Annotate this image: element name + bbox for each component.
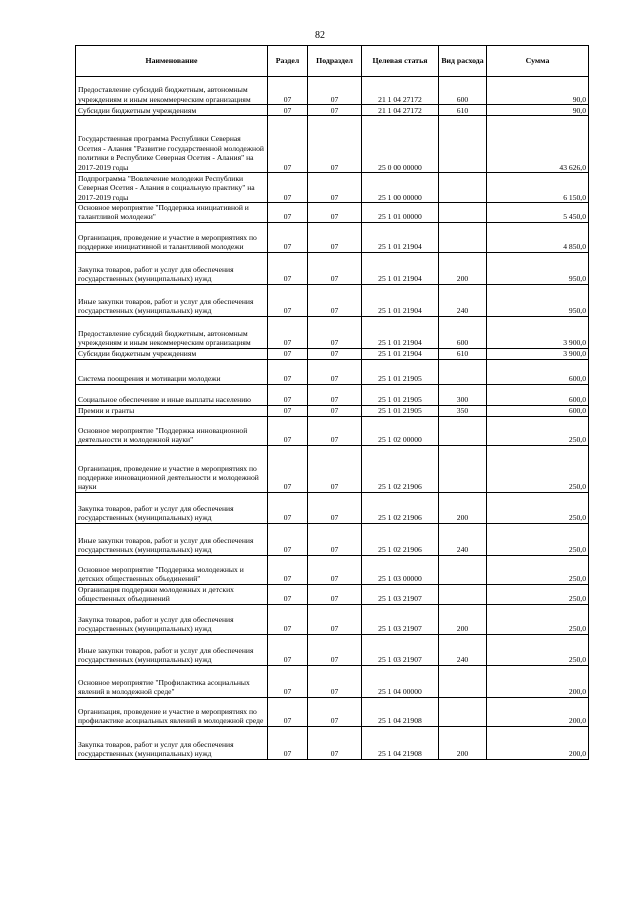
cell-kind [439, 359, 487, 384]
cell-section: 07 [268, 116, 308, 173]
cell-target: 25 1 04 21908 [362, 726, 439, 759]
cell-subsection: 07 [308, 284, 362, 316]
cell-sum: 250,0 [487, 445, 589, 492]
cell-subsection: 07 [308, 492, 362, 523]
cell-kind [439, 445, 487, 492]
table-row [76, 523, 589, 555]
cell-kind: 610 [439, 348, 487, 359]
cell-kind: 200 [439, 252, 487, 284]
cell-target: 25 1 01 21904 [362, 348, 439, 359]
cell-name: Организация, проведение и участие в мероприятиях по поддержке инновационной деятельности и молодежной науки [76, 445, 268, 492]
cell-target: 21 1 04 27172 [362, 105, 439, 116]
table-row [76, 445, 589, 492]
cell-section: 07 [268, 634, 308, 665]
cell-name: Премии и гранты [76, 405, 268, 416]
header-sum: Сумма [487, 46, 589, 77]
cell-section: 07 [268, 105, 308, 116]
cell-name: Субсидии бюджетным учреждениям [76, 105, 268, 116]
cell-kind: 600 [439, 316, 487, 348]
cell-sum: 200,0 [487, 726, 589, 759]
cell-sum: 600,0 [487, 405, 589, 416]
cell-name: Иные закупки товаров, работ и услуг для обеспечения государственных (муниципальных) нужд [76, 634, 268, 665]
header-subsection: Подраздел [308, 46, 362, 77]
cell-section: 07 [268, 697, 308, 726]
cell-subsection: 07 [308, 222, 362, 252]
cell-sum: 250,0 [487, 555, 589, 584]
cell-sum: 43 626,0 [487, 116, 589, 173]
cell-target: 25 1 04 00000 [362, 665, 439, 697]
cell-subsection: 07 [308, 116, 362, 173]
cell-kind [439, 116, 487, 173]
cell-kind: 610 [439, 105, 487, 116]
table-row [76, 252, 589, 284]
cell-section: 07 [268, 173, 308, 203]
cell-sum: 950,0 [487, 252, 589, 284]
cell-name: Основное мероприятие "Поддержка инициативной и талантливой молодежи" [76, 203, 268, 223]
cell-target: 25 1 03 21907 [362, 584, 439, 604]
header-kind: Вид расхода [439, 46, 487, 77]
cell-subsection: 07 [308, 173, 362, 203]
table-row [76, 105, 589, 116]
cell-sum: 250,0 [487, 634, 589, 665]
cell-target: 25 1 00 00000 [362, 173, 439, 203]
cell-name: Субсидии бюджетным учреждениям [76, 348, 268, 359]
cell-kind: 200 [439, 604, 487, 634]
cell-section: 07 [268, 665, 308, 697]
cell-section: 07 [268, 726, 308, 759]
cell-sum: 90,0 [487, 77, 589, 105]
cell-kind: 200 [439, 726, 487, 759]
cell-sum: 200,0 [487, 697, 589, 726]
cell-section: 07 [268, 252, 308, 284]
cell-name: Иные закупки товаров, работ и услуг для обеспечения государственных (муниципальных) нужд [76, 523, 268, 555]
cell-section: 07 [268, 316, 308, 348]
cell-target: 25 1 01 21904 [362, 222, 439, 252]
cell-kind [439, 416, 487, 445]
header-name: Наименование [76, 46, 268, 77]
cell-name: Закупка товаров, работ и услуг для обеспечения государственных (муниципальных) нужд [76, 604, 268, 634]
cell-kind: 240 [439, 284, 487, 316]
cell-name: Подпрограмма "Вовлечение молодежи Республики Северная Осетия - Алания в социальную практику" на 2017-2019 годы [76, 173, 268, 203]
table-row [76, 284, 589, 316]
cell-target: 25 1 01 21904 [362, 252, 439, 284]
cell-subsection: 07 [308, 665, 362, 697]
cell-section: 07 [268, 203, 308, 223]
cell-subsection: 07 [308, 384, 362, 405]
cell-section: 07 [268, 523, 308, 555]
cell-kind: 300 [439, 384, 487, 405]
table-row [76, 316, 589, 348]
page-number: 82 [315, 30, 325, 41]
cell-kind: 600 [439, 77, 487, 105]
table-row [76, 665, 589, 697]
cell-target: 25 1 03 21907 [362, 634, 439, 665]
table-row [76, 203, 589, 223]
cell-subsection: 07 [308, 348, 362, 359]
cell-name: Закупка товаров, работ и услуг для обеспечения государственных (муниципальных) нужд [76, 252, 268, 284]
cell-sum: 600,0 [487, 359, 589, 384]
cell-kind [439, 584, 487, 604]
table-row [76, 555, 589, 584]
cell-subsection: 07 [308, 203, 362, 223]
cell-subsection: 07 [308, 405, 362, 416]
cell-name: Основное мероприятие "Поддержка инновационной деятельности и молодежной науки" [76, 416, 268, 445]
cell-subsection: 07 [308, 77, 362, 105]
cell-target: 25 1 01 21904 [362, 284, 439, 316]
cell-section: 07 [268, 348, 308, 359]
cell-target: 25 1 02 21906 [362, 492, 439, 523]
cell-name: Закупка товаров, работ и услуг для обеспечения государственных (муниципальных) нужд [76, 726, 268, 759]
cell-sum: 250,0 [487, 604, 589, 634]
cell-target: 25 1 01 21905 [362, 384, 439, 405]
cell-sum: 250,0 [487, 492, 589, 523]
cell-target: 25 1 04 21908 [362, 697, 439, 726]
cell-section: 07 [268, 555, 308, 584]
cell-sum: 950,0 [487, 284, 589, 316]
table-row [76, 173, 589, 203]
cell-sum: 250,0 [487, 584, 589, 604]
cell-kind: 350 [439, 405, 487, 416]
cell-target: 25 1 03 21907 [362, 604, 439, 634]
cell-subsection: 07 [308, 604, 362, 634]
cell-section: 07 [268, 416, 308, 445]
cell-target: 25 1 01 21905 [362, 359, 439, 384]
cell-kind [439, 203, 487, 223]
cell-name: Основное мероприятие "Профилактика асоциальных явлений в молодежной среде" [76, 665, 268, 697]
cell-name: Предоставление субсидий бюджетным, автономным учреждениям и иным некоммерческим организациям [76, 316, 268, 348]
cell-target: 25 1 03 00000 [362, 555, 439, 584]
table-row [76, 222, 589, 252]
cell-kind: 200 [439, 492, 487, 523]
cell-sum: 250,0 [487, 416, 589, 445]
cell-section: 07 [268, 445, 308, 492]
cell-target: 25 1 01 21904 [362, 316, 439, 348]
cell-kind: 240 [439, 634, 487, 665]
cell-target: 25 1 01 00000 [362, 203, 439, 223]
cell-name: Основное мероприятие "Поддержка молодежных и детских общественных объединений" [76, 555, 268, 584]
cell-section: 07 [268, 604, 308, 634]
cell-name: Социальное обеспечение и иные выплаты населению [76, 384, 268, 405]
cell-target: 25 1 02 00000 [362, 416, 439, 445]
table-row [76, 634, 589, 665]
cell-kind [439, 665, 487, 697]
table-row [76, 359, 589, 384]
table-row [76, 384, 589, 405]
cell-section: 07 [268, 77, 308, 105]
cell-sum: 90,0 [487, 105, 589, 116]
cell-sum: 600,0 [487, 384, 589, 405]
cell-target: 25 1 02 21906 [362, 523, 439, 555]
cell-kind [439, 697, 487, 726]
cell-sum: 250,0 [487, 523, 589, 555]
cell-kind [439, 173, 487, 203]
cell-sum: 200,0 [487, 665, 589, 697]
cell-kind [439, 555, 487, 584]
table-row [76, 348, 589, 359]
cell-target: 25 1 01 21905 [362, 405, 439, 416]
cell-subsection: 07 [308, 252, 362, 284]
cell-sum: 6 150,0 [487, 173, 589, 203]
cell-sum: 5 450,0 [487, 203, 589, 223]
table-header-row [76, 46, 589, 77]
cell-kind [439, 222, 487, 252]
cell-section: 07 [268, 584, 308, 604]
cell-target: 25 0 00 00000 [362, 116, 439, 173]
cell-subsection: 07 [308, 523, 362, 555]
cell-section: 07 [268, 359, 308, 384]
cell-section: 07 [268, 222, 308, 252]
table-row [76, 726, 589, 759]
cell-section: 07 [268, 284, 308, 316]
table-row [76, 77, 589, 105]
cell-subsection: 07 [308, 416, 362, 445]
table-row [76, 584, 589, 604]
cell-section: 07 [268, 492, 308, 523]
budget-table [75, 45, 589, 760]
table-row [76, 416, 589, 445]
cell-subsection: 07 [308, 697, 362, 726]
cell-sum: 4 850,0 [487, 222, 589, 252]
cell-name: Организация, проведение и участие в мероприятиях по профилактике асоциальных явлений в молодежной среде [76, 697, 268, 726]
cell-sum: 3 900,0 [487, 316, 589, 348]
table-row [76, 405, 589, 416]
cell-section: 07 [268, 384, 308, 405]
cell-subsection: 07 [308, 726, 362, 759]
cell-subsection: 07 [308, 584, 362, 604]
cell-sum: 3 900,0 [487, 348, 589, 359]
cell-subsection: 07 [308, 359, 362, 384]
cell-subsection: 07 [308, 445, 362, 492]
cell-subsection: 07 [308, 555, 362, 584]
table-row [76, 697, 589, 726]
cell-name: Система поощрения и мотивации молодежи [76, 359, 268, 384]
header-section: Раздел [268, 46, 308, 77]
cell-name: Иные закупки товаров, работ и услуг для обеспечения государственных (муниципальных) нужд [76, 284, 268, 316]
header-target: Целевая статья [362, 46, 439, 77]
table-row [76, 492, 589, 523]
cell-subsection: 07 [308, 105, 362, 116]
cell-name: Государственная программа Республики Северная Осетия - Алания "Развитие государственной молодежной политики в Республике Северная Осетия - Алания" на 2017-2019 годы [76, 116, 268, 173]
cell-subsection: 07 [308, 634, 362, 665]
cell-name: Закупка товаров, работ и услуг для обеспечения государственных (муниципальных) нужд [76, 492, 268, 523]
cell-name: Организация, проведение и участие в мероприятиях по поддержке инициативной и талантливой молодежи [76, 222, 268, 252]
table-row [76, 604, 589, 634]
cell-target: 25 1 02 21906 [362, 445, 439, 492]
cell-name: Предоставление субсидий бюджетным, автономным учреждениям и иным некоммерческим организациям [76, 77, 268, 105]
cell-section: 07 [268, 405, 308, 416]
cell-subsection: 07 [308, 316, 362, 348]
cell-name: Организация поддержки молодежных и детских общественных объединений [76, 584, 268, 604]
cell-target: 21 1 04 27172 [362, 77, 439, 105]
table-row [76, 116, 589, 173]
cell-kind: 240 [439, 523, 487, 555]
